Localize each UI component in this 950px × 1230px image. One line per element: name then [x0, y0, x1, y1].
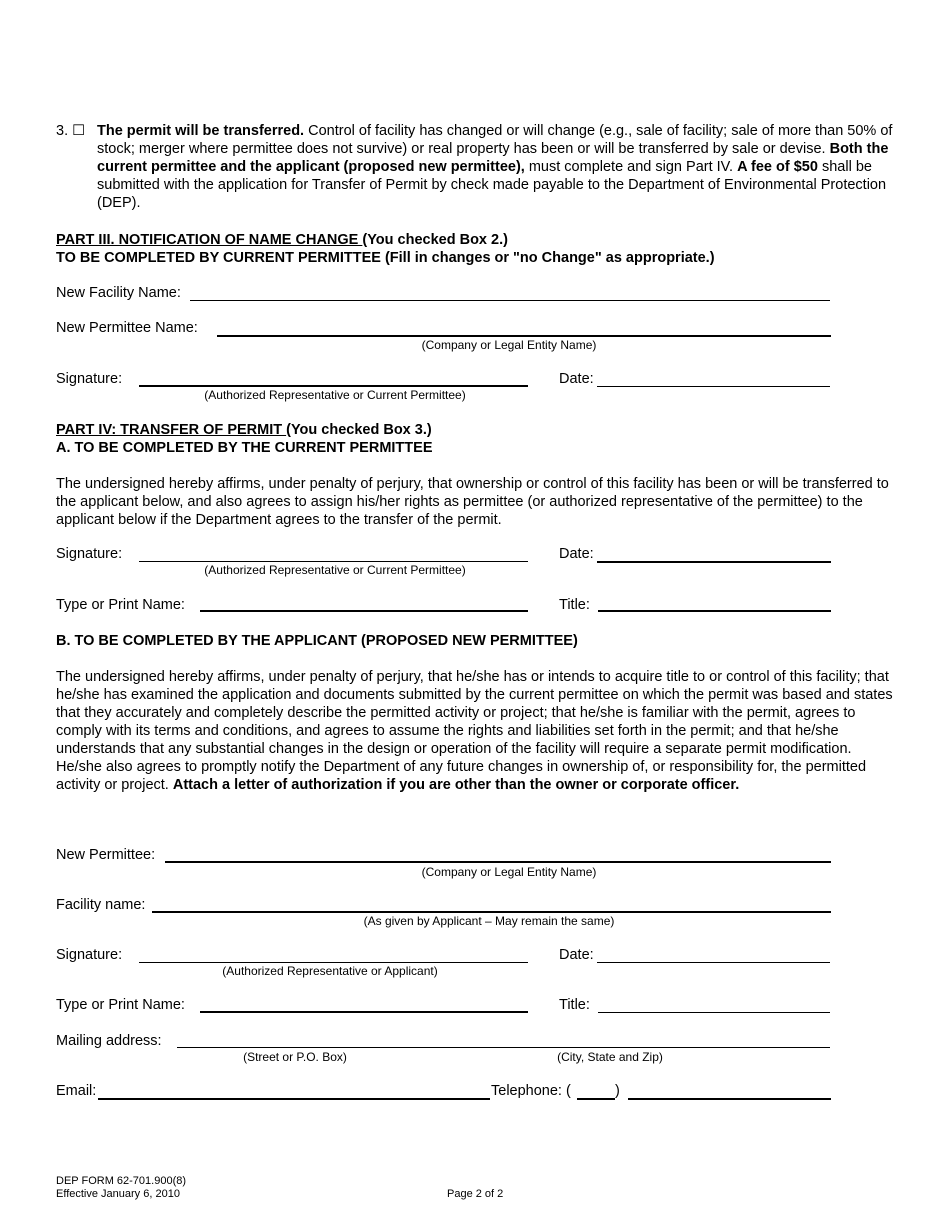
a-date-field[interactable] — [597, 561, 831, 563]
footer-page: Page 2 of 2 — [447, 1188, 504, 1200]
b-mailing-field[interactable] — [177, 1047, 830, 1048]
b-telephone-close: ) — [615, 1083, 620, 1099]
b-facility-label: Facility name: — [56, 897, 146, 913]
b-new-permittee-field[interactable] — [165, 861, 831, 863]
footer-form-number: DEP FORM 62-701.900(8) — [56, 1175, 187, 1187]
a-print-name-label: Type or Print Name: — [56, 597, 185, 613]
section-b-paragraph — [56, 668, 896, 794]
b-telephone-field[interactable] — [628, 1098, 831, 1100]
b-title-field[interactable] — [598, 1012, 830, 1013]
section-a-heading: A. TO BE COMPLETED BY THE CURRENT PERMITTEE — [56, 440, 433, 456]
a-print-name-field[interactable] — [200, 610, 528, 612]
part3-heading — [56, 231, 508, 249]
b-street-caption: (Street or P.O. Box) — [243, 1050, 347, 1064]
new-facility-label: New Facility Name: — [56, 285, 181, 301]
item-3-text3: shall be submitted with the application for Transfer of Permit by check made payable to the Department of Environmental Protection (DEP). — [97, 159, 887, 211]
part3-heading-underlined: PART III. NOTIFICATION OF NAME CHANGE — [56, 232, 363, 248]
b-print-name-field[interactable] — [200, 1011, 528, 1013]
part4-heading-underlined: PART IV: TRANSFER OF PERMIT — [56, 422, 287, 438]
checkbox-box-3[interactable]: ☐ — [72, 123, 86, 139]
item-3-text — [97, 122, 897, 212]
item-3-text2: must complete and sign Part IV. — [524, 159, 738, 175]
item-3-bold2: Both the current permittee and the applicant (proposed new permittee), — [97, 141, 889, 175]
a-signature-field[interactable] — [139, 561, 528, 562]
new-permittee-caption: (Company or Legal Entity Name) — [421, 338, 597, 352]
new-facility-field[interactable] — [190, 300, 830, 301]
part3-heading-rest: (You checked Box 2.) — [362, 232, 508, 248]
a-title-label: Title: — [559, 597, 590, 613]
b-signature-caption: (Authorized Representative or Applicant) — [222, 964, 438, 978]
section-b-text: The undersigned hereby affirms, under penalty of perjury, that he/she has or intends to acquire title to or control of this facility; that he/she has examined the application and documents submitted by the current permittee on which the permit was based and states that they accurately and completely describe the permitted activity or project; that he/she is familiar with the permit, agrees to comply with its terms and conditions, and agrees to assume the rights and liabilities set forth in the permit; and that he/she understands that any substantial changes in the design or operation of the facility will require a separate permit modification. He/she also agrees to promptly notify the Department of any future changes in ownership of, or responsibility for, the permitted activity or project. — [56, 669, 893, 793]
footer-effective: Effective January 6, 2010 — [56, 1188, 180, 1200]
section-a-paragraph: The undersigned hereby affirms, under penalty of perjury, that ownership or control of this facility has been or will be transferred to the applicant below, and also agrees to assign his/her rights as permittee (or authorized representative of the permittee) to the applicant below if the Department agrees to the transfer of the permit. — [56, 476, 889, 528]
b-date-field[interactable] — [597, 962, 830, 963]
b-print-name-label: Type or Print Name: — [56, 997, 185, 1013]
b-telephone-area-field[interactable] — [577, 1098, 615, 1100]
a-signature-caption: (Authorized Representative or Current Permittee) — [204, 563, 466, 577]
item-3-number — [56, 122, 85, 140]
part3-date-label: Date: — [559, 371, 594, 387]
b-signature-field[interactable] — [139, 962, 528, 963]
item-3-num: 3. — [56, 123, 69, 139]
part3-signature-caption: (Authorized Representative or Current Permittee) — [204, 388, 466, 402]
b-facility-field[interactable] — [152, 911, 831, 913]
section-b-heading: B. TO BE COMPLETED BY THE APPLICANT (PROPOSED NEW PERMITTEE) — [56, 633, 578, 649]
a-title-field[interactable] — [598, 610, 831, 612]
a-signature-label: Signature: — [56, 546, 123, 562]
b-date-label: Date: — [559, 947, 594, 963]
part3-subheading: TO BE COMPLETED BY CURRENT PERMITTEE (Fill in changes or "no Change" as appropriate.) — [56, 250, 715, 266]
b-email-field[interactable] — [98, 1098, 490, 1100]
part3-signature-field[interactable] — [139, 385, 528, 387]
part3-date-field[interactable] — [597, 386, 830, 387]
part4-heading-rest: (You checked Box 3.) — [286, 422, 432, 438]
item-3-bold3: A fee of $50 — [737, 159, 818, 175]
new-permittee-label: New Permittee Name: — [56, 320, 198, 336]
b-signature-label: Signature: — [56, 947, 123, 963]
section-b-bold: Attach a letter of authorization if you are other than the owner or corporate officer. — [172, 777, 740, 793]
b-new-permittee-caption: (Company or Legal Entity Name) — [421, 865, 597, 879]
b-new-permittee-label: New Permittee: — [56, 847, 156, 863]
new-permittee-field[interactable] — [217, 335, 831, 337]
item-3-lead: The permit will be transferred. — [97, 123, 305, 139]
b-title-label: Title: — [559, 997, 590, 1013]
b-facility-caption: (As given by Applicant – May remain the same) — [363, 914, 615, 928]
item-3-text1: Control of facility has changed or will change (e.g., sale of facility; sale of more than 50% of stock; merger where permittee does not survive) or real property has been or will be transferred by sale or devise. — [97, 123, 893, 157]
part3-signature-label: Signature: — [56, 371, 123, 387]
b-city-caption: (City, State and Zip) — [557, 1050, 663, 1064]
b-telephone-label: Telephone: ( — [491, 1083, 571, 1099]
b-email-label: Email: — [56, 1083, 97, 1099]
part4-heading — [56, 421, 432, 439]
a-date-label: Date: — [559, 546, 594, 562]
b-mailing-label: Mailing address: — [56, 1033, 162, 1049]
